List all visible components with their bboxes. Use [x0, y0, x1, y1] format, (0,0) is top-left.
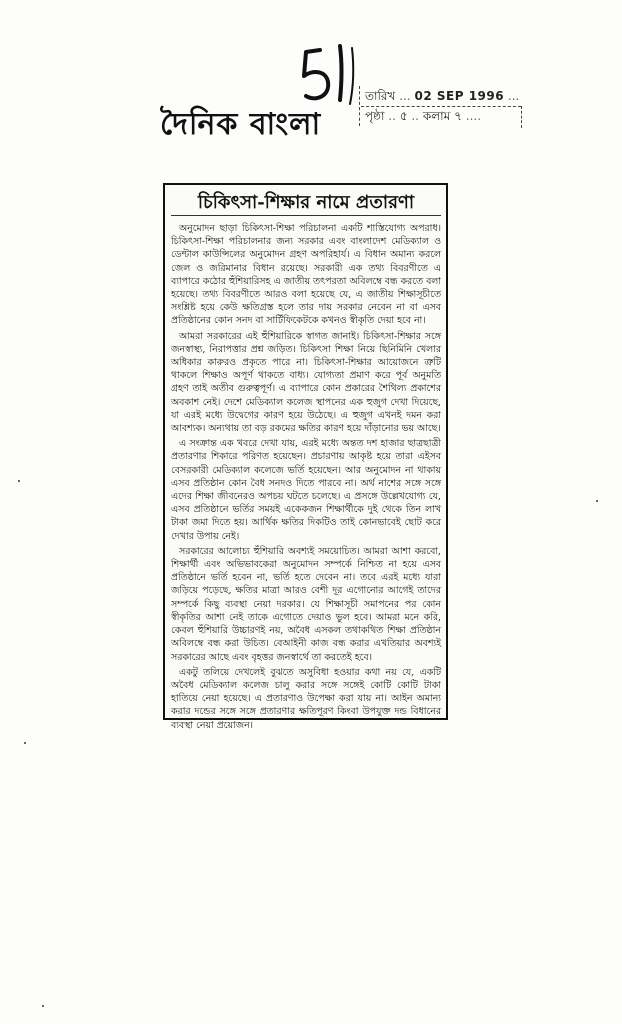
scan-speck	[596, 500, 598, 502]
stamp-date-label: তারিখ	[365, 89, 396, 103]
article-body	[171, 222, 441, 732]
stamp-date-value: 02 SEP 1996	[414, 89, 505, 103]
scan-speck	[42, 1005, 44, 1007]
stamp-dots: ....	[465, 109, 482, 123]
stamp-dots: ...	[507, 89, 520, 103]
article-paragraph: একটু তলিয়ে দেখলেই বুঝতে অসুবিধা হওয়ার কথা নয় যে, একটি অবৈধ মেডিক্যাল কলেজ চালু করার সঙ্গে সঙ্গেই কোটি কোটি টাকা হাতিয়ে নেয়া হয়েছে। এ প্রতারণাও উপেক্ষা করা যায় না। আইন অমান্য করার দন্ডের সঙ্গে সঙ্গে প্রতারণার ক্ষতিপূরণ কিংবা উপযুক্ত দন্ড বিধানের ব্যবস্থা নেয়া প্রয়োজন।	[171, 666, 441, 731]
stamp-page-value: ৫	[399, 109, 408, 123]
stamp-dots: ..	[411, 109, 423, 123]
scan-speck	[24, 742, 26, 744]
stamp-dots: ...	[399, 89, 415, 103]
article-paragraph: সরকারের আলোচ্য হুঁশিয়ারি অবশ্যই সময়োচিত। আমরা আশা করবো, শিক্ষার্থী এবং অভিভাবকেরা অনুমোদন সম্পর্কে নিশ্চিত না হয়ে এসব প্রতিষ্ঠানে ভর্তি হবেন না, ভর্তি হতে দেবেন না। তবে এরই মধ্যে যারা জড়িয়ে পড়েছে, ক্ষতির মাত্রা আরও বেশী দূর এগোনোর আগেই তাদের সম্পর্কে কিছু ব্যবস্থা নেয়া দরকার। যে শিক্ষাসূচী সমাপনের পর কোন স্বীকৃতির আশা নেই তাকে এগোতে দেয়াও ভুল হবে। আমরা মনে করি, কেবল হুঁশিয়ারি উচ্চারণই নয়, অবৈধ এসকল তথাকথিত শিক্ষা প্রতিষ্ঠান অবিলম্বে বন্ধ করা উচিত। বেআইনী কাজ বন্ধ করার এখতিয়ার অবশ্যই সরকারের আছে এবং বৃহত্তর জনস্বার্থে তা করতেই হবে।	[171, 545, 441, 663]
article-paragraph: আমরা সরকারের এই হুঁশিয়ারিকে স্বাগত জানাই। চিকিৎসা-শিক্ষার সঙ্গে জনস্বাস্থ্য, নিরাপত্তার প্রশ্ন জড়িত। চিকিৎসা শিক্ষা নিয়ে ছিনিমিনি খেলার অধিকার কারুরও প্রকৃতে পারে না। চিকিৎসা-শিক্ষার আয়োজনে ত্রুটি থাকলে শিক্ষাও অপূর্ণ থাকতে বাধ্য। যোগ্যতা প্রমাণ করে পূর্ব অনুমতি গ্রহণ তাই অতীব গুরুত্বপূর্ণ। এ ব্যাপারে কোন প্রকারের শৈথিল্য প্রকাশের অবকাশ নেই। দেশে মেডিক্যাল কলেজ স্থাপনের এক হুজুগ দেখা দিয়েছে, যা এরই মধ্যে উদ্বেগের কারণ হয়ে উঠেছে। এ হুজুগ এখনই দমন করা আবশ্যক। অন্যথায় তা বড় রকমের ক্ষতির কারণ হয়ে দাঁড়ানোর ভয় আছে।	[171, 330, 441, 435]
newspaper-masthead: দৈনিক বাংলা	[160, 107, 322, 142]
stamp-page-row	[365, 108, 481, 128]
editorial-clipping	[163, 183, 448, 731]
stamp-border-right	[521, 106, 522, 128]
article-paragraph: অনুমোদন ছাড়া চিকিৎসা-শিক্ষা পরিচালনা একটি শাস্তিযোগ্য অপরাধ। চিকিৎসা-শিক্ষা পরিচালনার জন্য সরকার এবং বাংলাদেশ মেডিক্যাল ও ডেন্টাল কাউন্সিলের অনুমোদন গ্রহণ অপরিহার্য। এ বিধান অমান্য করলে জেল ও জরিমানার বিধান রয়েছে। সরকারী এক তথ্য বিবরণীতে এ ব্যাপারে কঠোর হুঁশিয়ারিসহ এ জাতীয় তৎপরতা অবিলম্বে বন্ধ করতে বলা হয়েছে। তথ্য বিবরণীতে আরও বলা হয়েছে যে, এ জাতীয় শিক্ষাসূচীতে সংশ্লিষ্ট হয়ে কেউ ক্ষতিগ্রস্ত হলে তার দায় সরকার নেবেন না বা এসব প্রতিষ্ঠানের কোন সনদ বা সার্টিফিকেটকে কখনও স্বীকৃতি দেয়া হবে না।	[171, 223, 441, 327]
article-title: চিকিৎসা-শিক্ষার নামে প্রতারণা	[171, 191, 441, 216]
stamp-column-value: ৭	[454, 109, 462, 123]
stamp-page-label: পৃষ্ঠা	[365, 109, 385, 123]
stamp-border-left	[359, 86, 360, 126]
scan-speck	[18, 480, 20, 482]
stamp-dots: ..	[388, 109, 400, 123]
stamp-date-row	[365, 88, 519, 108]
stamp-column-label: কলাম	[422, 109, 451, 123]
date-stamp	[357, 82, 529, 128]
article-paragraph: এ সংক্রান্ত এক খবরে দেখা যায়, এরই মধ্যে অন্তত দশ হাজার ছাত্রছাত্রী প্রতারণার শিকারে পরিণত হয়েছেন। প্রচারণায় আকৃষ্ট হয়ে তারা এইসব বেসরকারী মেডিক্যাল কলেজে ভর্তি হয়েছেন। আর অনুমোদন না থাকায় এসব প্রতিষ্ঠান কোন বৈধ সনদও দিতে পারবে না। অর্থ নাশের সঙ্গে সঙ্গে এদের শিক্ষা জীবনেরও অপচয় ঘটতে চলেছে। এ প্রসঙ্গে উল্লেখযোগ্য যে, এসব প্রতিষ্ঠানে ভর্তির সময়ই একেকজন শিক্ষার্থীকে দুই থেকে তিন লাখ টাকা জমা দিতে হয়। আর্থিক ক্ষতির দিকটিও তাই কোনভাবেই ছোট করে দেখার উপায় নেই।	[171, 438, 441, 542]
stamp-border-top	[361, 106, 521, 107]
